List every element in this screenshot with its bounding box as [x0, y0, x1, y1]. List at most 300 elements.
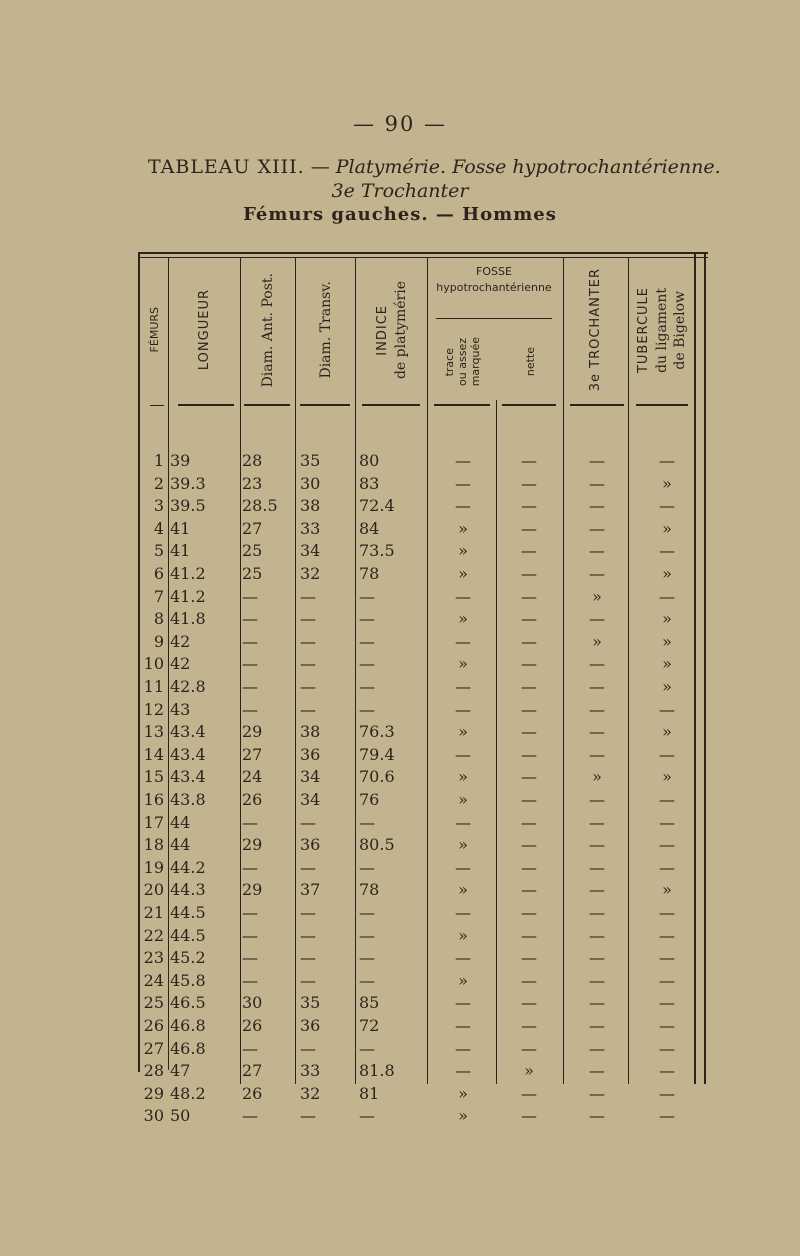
table-title: [148, 156, 748, 178]
header-transv: Diam. Transv.: [317, 281, 334, 379]
trochanter-cell: —: [589, 970, 605, 990]
femur-number: 24: [143, 970, 164, 990]
header-fosse-sub: hypotrochantérienne: [436, 281, 552, 294]
table-row: [138, 518, 708, 541]
tubercule-cell: —: [659, 948, 675, 968]
transv-cell: 35: [300, 451, 321, 470]
longueur-cell: 42: [170, 654, 191, 674]
table-row: [138, 473, 708, 496]
transv-cell: —: [300, 631, 316, 651]
trochanter-cell: —: [589, 993, 605, 1013]
longueur-cell: 43.8: [170, 790, 206, 809]
tubercule-cell: »: [662, 767, 672, 787]
longueur-cell: 43.4: [170, 744, 206, 764]
femur-number: 27: [143, 1038, 164, 1058]
trace-cell: —: [455, 903, 471, 922]
longueur-cell: 45.8: [170, 970, 206, 990]
header-tubercule-line1: TUBERCULE: [635, 286, 651, 374]
table-row: [138, 653, 708, 676]
tubercule-cell: »: [662, 518, 672, 538]
indice-cell: —: [359, 948, 375, 968]
header-underline: [150, 405, 164, 406]
ant-post-cell: —: [242, 677, 258, 696]
title-italic-line2: 3e Trochanter: [331, 180, 469, 202]
ant-post-cell: —: [242, 857, 258, 877]
nette-cell: —: [521, 541, 537, 561]
indice-cell: —: [359, 699, 375, 719]
table-row: [138, 744, 708, 767]
indice-cell: 70.6: [359, 767, 395, 787]
nette-cell: —: [521, 722, 537, 742]
trochanter-cell: —: [589, 699, 605, 719]
nette-cell: —: [521, 993, 537, 1013]
femur-number: 15: [143, 767, 164, 787]
femur-number: 16: [143, 790, 164, 809]
longueur-cell: 47: [170, 1061, 191, 1081]
indice-cell: 76.3: [359, 722, 395, 742]
header-trace: trace ou assez marquée: [442, 337, 482, 387]
longueur-cell: 41: [170, 541, 191, 561]
trochanter-cell: »: [592, 586, 602, 606]
ant-post-cell: 26: [242, 790, 263, 809]
tubercule-cell: »: [662, 677, 672, 696]
longueur-cell: 42: [170, 631, 191, 651]
table-row: [138, 676, 708, 699]
trochanter-cell: —: [589, 564, 605, 583]
femur-number: 7: [153, 586, 164, 606]
nette-cell: —: [521, 518, 537, 538]
indice-cell: 80.5: [359, 835, 395, 855]
tubercule-cell: —: [659, 903, 675, 922]
tubercule-cell: »: [662, 609, 672, 629]
title-dash: —: [310, 156, 330, 178]
longueur-cell: 45.2: [170, 948, 206, 968]
transv-cell: —: [300, 609, 316, 629]
femur-number: 2: [153, 473, 164, 493]
ant-post-cell: —: [242, 812, 258, 832]
nette-cell: —: [521, 948, 537, 968]
trochanter-cell: —: [589, 812, 605, 832]
longueur-cell: 43: [170, 699, 191, 719]
nette-cell: —: [521, 473, 537, 493]
table-row: [138, 721, 708, 744]
indice-cell: —: [359, 631, 375, 651]
transv-cell: —: [300, 677, 316, 696]
trace-cell: —: [455, 948, 471, 968]
transv-cell: —: [300, 812, 316, 832]
nette-cell: —: [521, 812, 537, 832]
title-italic-line1: Platymérie. Fosse hypotrochantérienne.: [335, 156, 721, 178]
data-table: [138, 250, 708, 1126]
header-indice: [356, 260, 427, 400]
header-longueur: LONGUEUR: [196, 289, 212, 371]
tubercule-cell: —: [659, 496, 675, 516]
transv-cell: 36: [300, 1016, 321, 1035]
header-underline: [570, 404, 624, 406]
femur-number: 18: [143, 835, 164, 855]
transv-cell: 35: [300, 993, 321, 1013]
trochanter-cell: —: [589, 451, 605, 470]
trochanter-cell: »: [592, 767, 602, 787]
trochanter-cell: —: [589, 654, 605, 674]
longueur-cell: 44.5: [170, 925, 206, 945]
indice-cell: —: [359, 609, 375, 629]
trace-cell: »: [458, 518, 468, 538]
header-fosse: [428, 264, 560, 296]
tubercule-cell: »: [662, 473, 672, 493]
trace-cell: »: [458, 654, 468, 674]
longueur-cell: 46.5: [170, 993, 206, 1013]
table-row: [138, 1105, 708, 1128]
indice-cell: 85: [359, 993, 380, 1013]
transv-cell: —: [300, 925, 316, 945]
indice-cell: —: [359, 970, 375, 990]
top-rule-thin: [138, 257, 708, 258]
femur-number: 17: [143, 812, 164, 832]
longueur-cell: 48.2: [170, 1083, 206, 1103]
header-tubercule-line2: du ligament: [653, 287, 670, 373]
tubercule-cell: —: [659, 699, 675, 719]
indice-cell: 78: [359, 564, 380, 583]
tubercule-cell: »: [662, 631, 672, 651]
trochanter-cell: —: [589, 744, 605, 764]
tubercule-cell: —: [659, 744, 675, 764]
nette-cell: —: [521, 857, 537, 877]
trace-cell: »: [458, 767, 468, 787]
ant-post-cell: 27: [242, 518, 263, 538]
header-underline: [502, 404, 556, 406]
tubercule-cell: »: [662, 880, 672, 900]
trace-cell: —: [455, 857, 471, 877]
nette-cell: —: [521, 790, 537, 809]
trace-cell: »: [458, 564, 468, 583]
indice-cell: 78: [359, 880, 380, 900]
trace-cell: »: [458, 970, 468, 990]
trace-cell: »: [458, 1106, 468, 1126]
nette-cell: —: [521, 835, 537, 855]
trochanter-cell: —: [589, 496, 605, 516]
nette-cell: —: [521, 970, 537, 990]
indice-cell: 84: [359, 518, 380, 538]
table-row: [138, 1015, 708, 1038]
tubercule-cell: —: [659, 541, 675, 561]
indice-cell: —: [359, 654, 375, 674]
table-row: [138, 879, 708, 902]
longueur-cell: 39: [170, 451, 191, 470]
longueur-cell: 41.2: [170, 564, 206, 583]
header-trochanter: 3e TROCHANTER: [588, 268, 603, 392]
table-row: [138, 902, 708, 925]
ant-post-cell: —: [242, 1038, 258, 1058]
table-row: [138, 925, 708, 948]
trace-cell: —: [455, 451, 471, 470]
indice-cell: —: [359, 812, 375, 832]
ant-post-cell: —: [242, 654, 258, 674]
longueur-cell: 41.2: [170, 586, 206, 606]
table-row: [138, 1083, 708, 1106]
table-row: [138, 586, 708, 609]
femur-number: 12: [143, 699, 164, 719]
indice-cell: 73.5: [359, 541, 395, 561]
table-row: [138, 608, 708, 631]
header-fosse-title: FOSSE: [476, 265, 512, 278]
trochanter-cell: —: [589, 473, 605, 493]
header-underline: [434, 404, 490, 406]
ant-post-cell: 25: [242, 564, 263, 583]
longueur-cell: 44.5: [170, 903, 206, 922]
femur-number: 23: [143, 948, 164, 968]
longueur-cell: 44: [170, 812, 191, 832]
ant-post-cell: 29: [242, 722, 263, 742]
ant-post-cell: —: [242, 631, 258, 651]
ant-post-cell: 25: [242, 541, 263, 561]
page-number: — 90 —: [352, 112, 448, 136]
header-tubercule-line3: de Bigelow: [671, 290, 688, 370]
transv-cell: 34: [300, 767, 321, 787]
indice-cell: —: [359, 677, 375, 696]
ant-post-cell: —: [242, 586, 258, 606]
nette-cell: —: [521, 677, 537, 696]
tubercule-cell: —: [659, 790, 675, 809]
nette-cell: —: [521, 1083, 537, 1103]
ant-post-cell: —: [242, 948, 258, 968]
trace-cell: »: [458, 880, 468, 900]
trochanter-cell: —: [589, 880, 605, 900]
longueur-cell: 50: [170, 1106, 191, 1126]
trochanter-cell: —: [589, 925, 605, 945]
femur-number: 20: [143, 880, 164, 900]
tubercule-cell: —: [659, 1016, 675, 1035]
trace-cell: —: [455, 1016, 471, 1035]
longueur-cell: 46.8: [170, 1016, 206, 1035]
femur-number: 3: [153, 496, 164, 516]
trochanter-cell: —: [589, 518, 605, 538]
tubercule-cell: —: [659, 835, 675, 855]
ant-post-cell: 29: [242, 880, 263, 900]
nette-cell: —: [521, 496, 537, 516]
ant-post-cell: 30: [242, 993, 263, 1013]
ant-post-cell: —: [242, 925, 258, 945]
header-underline: [244, 404, 290, 406]
table-row: [138, 631, 708, 654]
table-row: [138, 947, 708, 970]
longueur-cell: 41: [170, 518, 191, 538]
nette-cell: —: [521, 925, 537, 945]
indice-cell: 81: [359, 1083, 380, 1103]
table-row: [138, 1060, 708, 1083]
nette-cell: —: [521, 903, 537, 922]
trochanter-cell: —: [589, 948, 605, 968]
ant-post-cell: 26: [242, 1016, 263, 1035]
transv-cell: 36: [300, 744, 321, 764]
nette-cell: —: [521, 1038, 537, 1058]
femur-number: 14: [143, 744, 164, 764]
transv-cell: —: [300, 903, 316, 922]
trace-cell: »: [458, 1083, 468, 1103]
femur-number: 21: [143, 903, 164, 922]
femur-number: 10: [143, 654, 164, 674]
femur-number: 4: [153, 518, 164, 538]
nette-cell: —: [521, 744, 537, 764]
fosse-bracket: [436, 318, 552, 319]
nette-cell: —: [521, 564, 537, 583]
nette-cell: —: [521, 586, 537, 606]
transv-cell: 38: [300, 722, 321, 742]
indice-cell: 76: [359, 790, 380, 809]
trochanter-cell: —: [589, 677, 605, 696]
transv-cell: 33: [300, 1061, 321, 1081]
header-underline: [362, 404, 420, 406]
table-row: [138, 1038, 708, 1061]
trace-cell: »: [458, 790, 468, 809]
femur-number: 13: [143, 722, 164, 742]
trace-cell: —: [455, 699, 471, 719]
trochanter-cell: —: [589, 1016, 605, 1035]
header-underline: [178, 404, 234, 406]
femur-number: 8: [153, 609, 164, 629]
top-rule: [138, 252, 708, 254]
table-row: [138, 834, 708, 857]
table-row: [138, 495, 708, 518]
trochanter-cell: —: [589, 835, 605, 855]
indice-cell: 80: [359, 451, 380, 470]
femur-number: 5: [153, 541, 164, 561]
table-row: [138, 563, 708, 586]
longueur-cell: 39.3: [170, 473, 206, 493]
indice-cell: 79.4: [359, 744, 395, 764]
ant-post-cell: 26: [242, 1083, 263, 1103]
femur-number: 6: [153, 564, 164, 583]
header-underline: [300, 404, 350, 406]
nette-cell: —: [521, 631, 537, 651]
longueur-cell: 43.4: [170, 722, 206, 742]
trochanter-cell: —: [589, 541, 605, 561]
ant-post-cell: 27: [242, 744, 263, 764]
trace-cell: —: [455, 631, 471, 651]
tubercule-cell: »: [662, 722, 672, 742]
header-indice-line2: de platymérie: [392, 280, 409, 380]
trochanter-cell: »: [592, 631, 602, 651]
nette-cell: —: [521, 654, 537, 674]
transv-cell: —: [300, 1038, 316, 1058]
header-femurs: FÉMURS: [147, 307, 161, 353]
trochanter-cell: —: [589, 609, 605, 629]
trace-cell: »: [458, 722, 468, 742]
transv-cell: 37: [300, 880, 321, 900]
transv-cell: —: [300, 699, 316, 719]
longueur-cell: 44.3: [170, 880, 206, 900]
tubercule-cell: —: [659, 857, 675, 877]
longueur-cell: 44: [170, 835, 191, 855]
trace-cell: —: [455, 473, 471, 493]
indice-cell: —: [359, 1038, 375, 1058]
ant-post-cell: —: [242, 699, 258, 719]
trace-cell: —: [455, 586, 471, 606]
tubercule-cell: —: [659, 812, 675, 832]
tubercule-cell: »: [662, 654, 672, 674]
table-subtitle: Fémurs gauches. — Hommes: [243, 204, 557, 225]
longueur-cell: 42.8: [170, 677, 206, 696]
trace-cell: —: [455, 1038, 471, 1058]
transv-cell: 32: [300, 564, 321, 583]
ant-post-cell: —: [242, 609, 258, 629]
femur-number: 19: [143, 857, 164, 877]
nette-cell: —: [521, 1106, 537, 1126]
femur-number: 30: [143, 1106, 164, 1126]
ant-post-cell: 29: [242, 835, 263, 855]
trace-cell: »: [458, 541, 468, 561]
table-row: [138, 789, 708, 812]
longueur-cell: 44.2: [170, 857, 206, 877]
trace-cell: —: [455, 744, 471, 764]
tubercule-cell: —: [659, 1083, 675, 1103]
nette-cell: —: [521, 451, 537, 470]
transv-cell: —: [300, 970, 316, 990]
indice-cell: —: [359, 925, 375, 945]
indice-cell: 83: [359, 473, 380, 493]
transv-cell: 32: [300, 1083, 321, 1103]
tubercule-cell: —: [659, 451, 675, 470]
tubercule-cell: —: [659, 1038, 675, 1058]
ant-post-cell: 27: [242, 1061, 263, 1081]
trochanter-cell: —: [589, 1083, 605, 1103]
longueur-cell: 46.8: [170, 1038, 206, 1058]
trochanter-cell: —: [589, 790, 605, 809]
transv-cell: 38: [300, 496, 321, 516]
indice-cell: 72: [359, 1016, 380, 1035]
table-row: [138, 970, 708, 993]
nette-cell: »: [524, 1061, 534, 1081]
header-indice-line1: INDICE: [374, 304, 390, 356]
femur-number: 22: [143, 925, 164, 945]
femur-number: 29: [143, 1083, 164, 1103]
trochanter-cell: —: [589, 1061, 605, 1081]
tubercule-cell: »: [662, 564, 672, 583]
transv-cell: —: [300, 1106, 316, 1126]
trace-cell: —: [455, 1061, 471, 1081]
femur-number: 26: [143, 1016, 164, 1035]
table-row: [138, 699, 708, 722]
table-label: TABLEAU XIII.: [148, 156, 305, 178]
indice-cell: —: [359, 857, 375, 877]
table-row: [138, 766, 708, 789]
table-row: [138, 812, 708, 835]
ant-post-cell: —: [242, 1106, 258, 1126]
trace-cell: —: [455, 677, 471, 696]
trace-cell: »: [458, 835, 468, 855]
table-row: [138, 992, 708, 1015]
tubercule-cell: —: [659, 586, 675, 606]
trochanter-cell: —: [589, 857, 605, 877]
ant-post-cell: —: [242, 903, 258, 922]
tubercule-cell: —: [659, 1106, 675, 1126]
indice-cell: —: [359, 903, 375, 922]
indice-cell: 72.4: [359, 496, 395, 516]
trace-cell: —: [455, 993, 471, 1013]
header-tubercule: [629, 260, 694, 400]
tubercule-cell: —: [659, 970, 675, 990]
table-row: [138, 450, 708, 473]
table-row: [138, 857, 708, 880]
nette-cell: —: [521, 609, 537, 629]
indice-cell: —: [359, 586, 375, 606]
trochanter-cell: —: [589, 1038, 605, 1058]
trace-cell: —: [455, 496, 471, 516]
transv-cell: 34: [300, 541, 321, 561]
femur-number: 28: [143, 1061, 164, 1081]
nette-cell: —: [521, 1016, 537, 1035]
transv-cell: —: [300, 948, 316, 968]
